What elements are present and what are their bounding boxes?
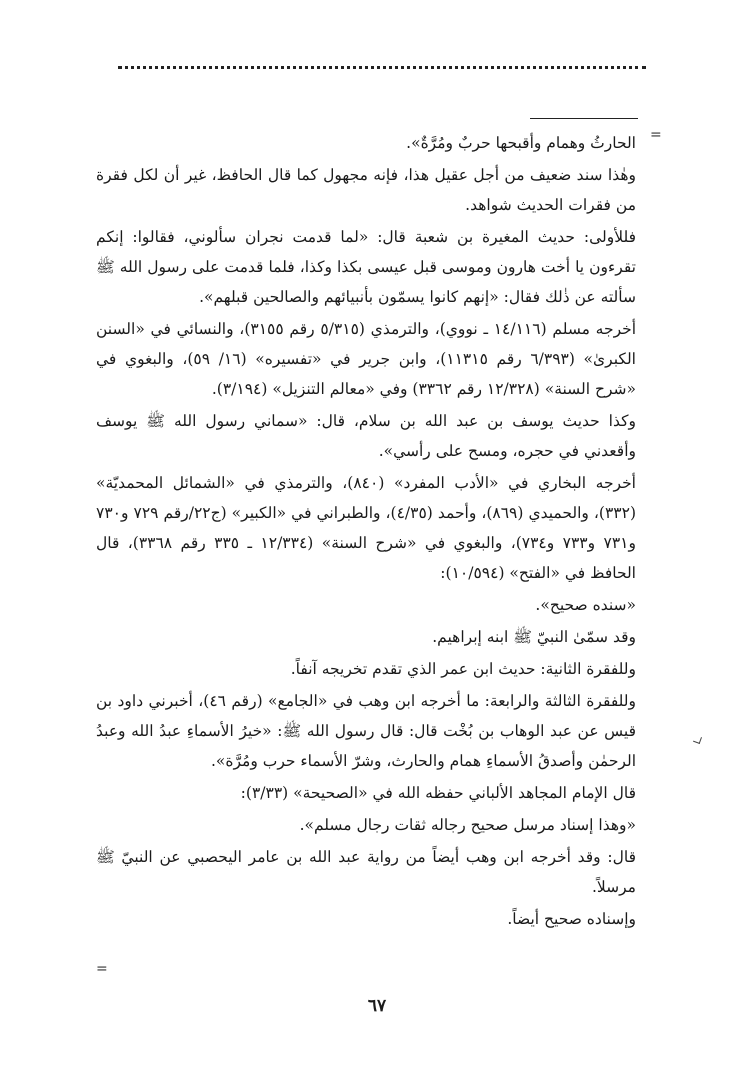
continuation-mark-top: = [650, 127, 662, 143]
continuation-mark-bottom: = [96, 961, 108, 977]
header-dotted-rule [118, 66, 646, 69]
page-number: ٦٧ [367, 996, 387, 1016]
paragraph: الحارثُ وهمام وأقبحها حربٌ ومُرَّةٌ». [406, 134, 636, 152]
paragraph: وللفقرة الثالثة والرابعة: ما أخرجه ابن وهب في «الجامع» (رقم ٤٦)، أخبرني داود بن قيس عن عبد الوهاب بن بُخْت قال: قال رسول الله ﷺ: «خيرُ الأسماءِ عبدُ الله وعبدُ الرحمٰن وأصدقُ الأسماءِ همام والحارث، وشرّ الأسماء حرب ومُرَّة». [96, 692, 636, 770]
paragraph: وللفقرة الثانية: حديث ابن عمر الذي تقدم تخريجه آنفاً. [290, 660, 636, 678]
paragraph: وإسناده صحيح أيضاً. [507, 910, 636, 928]
paragraph: قال: وقد أخرجه ابن وهب أيضاً من رواية عبد الله بن عامر اليحصبي عن النبيّ ﷺ مرسلاً. [96, 848, 636, 896]
paragraph: وقد سمّىٰ النبيّ ﷺ ابنه إبراهيم. [432, 628, 636, 646]
paragraph: أخرجه البخاري في «الأدب المفرد» (٨٤٠)، والترمذي في «الشمائل المحمديّة» (٣٣٢)، والحميدي (٨٦٩)، وأحمد (٤/٣٥)، والطبراني في «الكبير» (ج٢٢/رقم ٧٢٩ و٧٣٠ و٧٣١ و٧٣٣ و٧٣٤)، والبغوي في «شرح السنة» (١٢/٣٣٤ ـ ٣٣٥ رقم ٣٣٦٨)، قال الحافظ في «الفتح» (١٠/٥٩٤): [96, 474, 636, 582]
paragraph: وكذا حديث يوسف بن عبد الله بن سلام، قال: «سماني رسول الله ﷺ يوسف وأقعدني في حجره، ومسح على رأسي». [96, 412, 636, 460]
paragraph: قال الإمام المجاهد الألباني حفظه الله في «الصحيحة» (٣/٣٣): [240, 784, 636, 802]
footnote-separator-rule [530, 118, 638, 119]
paragraph: «سنده صحيح». [535, 596, 636, 614]
paragraph: «وهذا إسناد مرسل صحيح رجاله ثقات رجال مسلم». [299, 816, 636, 834]
footnote-text-block [96, 128, 636, 936]
margin-tick-mark [693, 735, 702, 744]
paragraph: فللأولى: حديث المغيرة بن شعبة قال: «لما قدمت نجران سألوني، فقالوا: إنكم تقرءون يا أخت هارون وموسى قبل عيسى بكذا وكذا، فلما قدمت على رسول الله ﷺ سألته عن ذٰلك فقال: «إنهم كانوا يسمّون بأنبيائهم والصالحين قبلهم». [96, 228, 636, 306]
paragraph: وهٰذا سند ضعيف من أجل عقيل هذا، فإنه مجهول كما قال الحافظ، غير أن لكل فقرة من فقرات الحديث شواهد. [96, 166, 636, 214]
paragraph: أخرجه مسلم (١٤/١١٦ ـ نووي)، والترمذي (٥/٣١٥ رقم ٣١٥٥)، والنسائي في «السنن الكبرىٰ» (٦/٣٩٣ رقم ١١٣١٥)، وابن جرير في «تفسيره» (١٦/ ٥٩)، والبغوي في «شرح السنة» (١٢/٣٢٨ رقم ٣٣٦٢) وفي «معالم التنزيل» (٣/١٩٤). [96, 320, 637, 398]
